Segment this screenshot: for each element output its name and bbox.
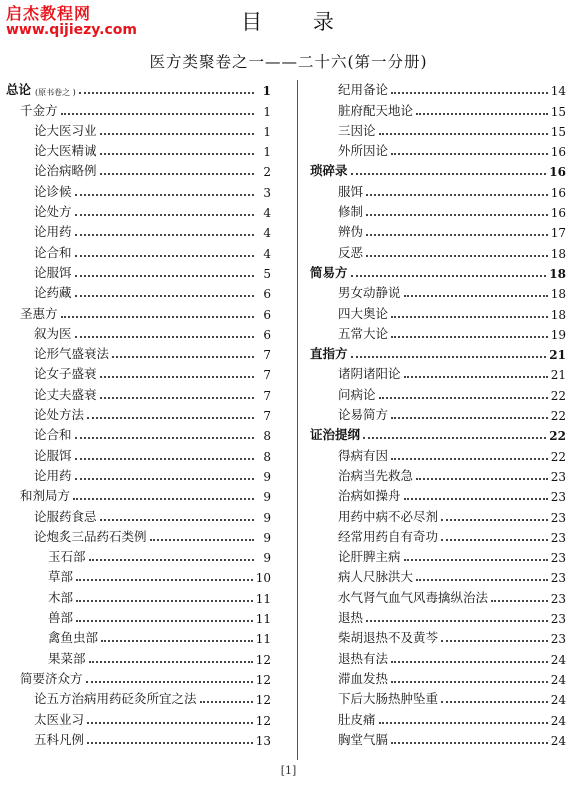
toc-entry xyxy=(6,606,271,626)
toc-entry-title: 问病论 xyxy=(338,386,376,402)
toc-entry-page: 16 xyxy=(550,206,566,221)
toc-entry xyxy=(6,301,271,321)
toc-entry-page: 9 xyxy=(263,530,271,545)
toc-entry xyxy=(6,220,271,240)
dot-leader xyxy=(100,375,254,378)
toc-entry-page: 24 xyxy=(550,652,566,667)
toc-entry-title: 圣惠方 xyxy=(20,305,58,321)
toc-entry-page: 16 xyxy=(550,145,566,160)
toc-entry-page: 1 xyxy=(263,145,271,160)
toc-entry-page: 23 xyxy=(550,571,566,586)
page-number: [1] xyxy=(280,764,297,777)
toc-entry-title: 修制 xyxy=(338,204,364,220)
dot-leader xyxy=(100,396,254,399)
toc-entry-page: 17 xyxy=(550,226,566,241)
subtitle: 医方类聚卷之一——二十六(第一分册) xyxy=(149,53,428,71)
toc-entry xyxy=(310,606,566,626)
toc-entry-title: 脏府配天地论 xyxy=(338,102,414,118)
toc-entry xyxy=(310,119,566,139)
toc-entry xyxy=(6,585,271,605)
toc-entry xyxy=(310,626,566,646)
toc-entry xyxy=(6,707,271,727)
toc-entry xyxy=(6,240,271,260)
toc-entry-title: 叙为医 xyxy=(34,325,72,341)
toc-entry-title: 论服饵 xyxy=(34,264,72,280)
toc-entry-page: 18 xyxy=(550,246,566,261)
toc-entry-page: 24 xyxy=(550,733,566,748)
dot-leader xyxy=(76,619,253,622)
dot-leader xyxy=(391,741,548,744)
dot-leader xyxy=(100,172,254,175)
toc-entry-title: 柴胡退热不及黄芩 xyxy=(338,630,439,646)
toc-entry xyxy=(310,403,566,423)
toc-entry-page: 7 xyxy=(263,368,271,383)
toc-entry-page: 8 xyxy=(263,429,271,444)
dot-leader xyxy=(200,700,253,703)
toc-entry xyxy=(310,159,566,179)
toc-entry xyxy=(310,322,566,342)
dot-leader xyxy=(351,274,547,277)
dot-leader xyxy=(112,355,254,358)
toc-entry xyxy=(310,545,566,565)
toc-entry xyxy=(6,98,271,118)
dot-leader xyxy=(73,497,254,500)
dot-leader xyxy=(76,578,253,581)
dot-leader xyxy=(404,375,548,378)
toc-entry xyxy=(310,707,566,727)
dot-leader xyxy=(416,477,548,480)
toc-entry-title: 论处方 xyxy=(34,204,72,220)
toc-entry-page: 12 xyxy=(255,652,271,667)
toc-entry-page: 3 xyxy=(263,185,271,200)
toc-entry-title: 经常用药自有奇功 xyxy=(338,528,439,544)
toc-entry-page: 9 xyxy=(263,469,271,484)
toc-entry-page: 4 xyxy=(263,206,271,221)
dot-leader xyxy=(366,233,548,236)
toc-entry-page: 23 xyxy=(550,551,566,566)
toc-entry-title: 三因论 xyxy=(338,122,376,138)
dot-leader xyxy=(441,518,548,521)
toc-entry-page: 22 xyxy=(550,409,566,424)
toc-entry xyxy=(310,443,566,463)
toc-entry-page: 4 xyxy=(263,226,271,241)
dot-leader xyxy=(75,274,254,277)
toc-entry-title: 太医业习 xyxy=(34,711,85,727)
toc-entry-page: 1 xyxy=(262,84,271,99)
dot-leader xyxy=(366,619,548,622)
toc-entry xyxy=(6,667,271,687)
toc-entry-page: 14 xyxy=(550,84,566,99)
toc-entry xyxy=(310,423,566,443)
toc-entry-title: 论药藏 xyxy=(34,285,72,301)
toc-entry xyxy=(6,423,271,443)
toc-entry-title: 外所因论 xyxy=(338,143,389,159)
toc-entry xyxy=(6,382,271,402)
toc-entry-page: 23 xyxy=(550,490,566,505)
toc-entry xyxy=(6,545,271,565)
toc-entry xyxy=(6,443,271,463)
toc-entry-page: 24 xyxy=(550,672,566,687)
toc-entry-title: 论合和 xyxy=(34,427,72,443)
toc-entry xyxy=(310,281,566,301)
toc-entry-page: 10 xyxy=(255,571,271,586)
toc-entry xyxy=(6,728,271,748)
dot-leader xyxy=(416,112,548,115)
toc-entry xyxy=(6,626,271,646)
toc-entry-title: 和剂局方 xyxy=(20,488,71,504)
dot-leader xyxy=(100,132,254,135)
toc-entry-page: 8 xyxy=(263,449,271,464)
toc-entry-title: 论诊候 xyxy=(34,183,72,199)
toc-entry-title: 论五方治病用药砭灸所宜之法 xyxy=(34,691,197,707)
dot-leader xyxy=(391,680,548,683)
toc-entry-title: 男女动静说 xyxy=(338,285,401,301)
toc-entry-title: 木部 xyxy=(48,589,74,605)
toc-entry xyxy=(6,139,271,159)
toc-entry xyxy=(6,78,271,98)
toc-entry xyxy=(6,261,271,281)
toc-entry-title: 病人尺脉洪大 xyxy=(338,569,414,585)
toc-entry xyxy=(310,565,566,585)
toc-entry-page: 12 xyxy=(255,713,271,728)
page-title: 目 录 xyxy=(241,10,356,34)
dot-leader xyxy=(366,254,548,257)
toc-entry xyxy=(310,240,566,260)
toc-entry xyxy=(6,403,271,423)
toc-entry-page: 11 xyxy=(255,612,271,627)
toc-entry-page: 6 xyxy=(263,287,271,302)
toc-entry xyxy=(6,646,271,666)
dot-leader xyxy=(79,91,254,94)
toc-entry-page: 21 xyxy=(550,368,566,383)
toc-entry-page: 23 xyxy=(550,530,566,545)
toc-entry-title: 论服药食忌 xyxy=(34,508,97,524)
toc-entry-page: 16 xyxy=(549,165,566,180)
toc-entry xyxy=(310,179,566,199)
toc-entry-page: 21 xyxy=(549,348,566,363)
toc-entry-title: 论炮炙三品药石类例 xyxy=(34,528,147,544)
toc-entry-title: 滞血发热 xyxy=(338,670,389,686)
toc-entry-title: 兽部 xyxy=(48,610,74,626)
dot-leader xyxy=(441,538,548,541)
toc-entry-title: 退热 xyxy=(338,610,364,626)
toc-left-column xyxy=(6,78,271,748)
dot-leader xyxy=(441,639,548,642)
toc-entry xyxy=(6,464,271,484)
dot-leader xyxy=(100,152,254,155)
toc-entry-page: 19 xyxy=(550,327,566,342)
toc-entry xyxy=(310,484,566,504)
toc-entry-title: 琐碎录 xyxy=(310,163,348,179)
dot-leader xyxy=(404,558,548,561)
dot-leader xyxy=(100,518,254,521)
toc-entry-page: 12 xyxy=(255,693,271,708)
toc-entry xyxy=(310,382,566,402)
toc-entry-page: 15 xyxy=(550,124,566,139)
toc-entry xyxy=(6,119,271,139)
toc-entry-title: 五常大论 xyxy=(338,325,389,341)
dot-leader xyxy=(351,355,547,358)
toc-entry xyxy=(6,687,271,707)
toc-entry-page: 18 xyxy=(550,307,566,322)
dot-leader xyxy=(101,639,253,642)
toc-entry-title: 千金方 xyxy=(20,102,58,118)
toc-entry-title: 五科凡例 xyxy=(34,731,85,747)
dot-leader xyxy=(391,315,548,318)
toc-entry-title: 论女子盛衰 xyxy=(34,366,97,382)
toc-entry xyxy=(310,362,566,382)
toc-entry xyxy=(6,200,271,220)
toc-entry-title: 肚皮痛 xyxy=(338,711,376,727)
toc-entry-page: 15 xyxy=(550,104,566,119)
dot-leader xyxy=(87,416,254,419)
dot-leader xyxy=(391,335,548,338)
toc-entry-title: 治病如操舟 xyxy=(338,488,401,504)
toc-entry xyxy=(6,525,271,545)
dot-leader xyxy=(75,213,254,216)
toc-entry-title: 诸阴诸阳论 xyxy=(338,366,401,382)
toc-entry xyxy=(310,301,566,321)
toc-entry-title: 论大医习业 xyxy=(34,122,97,138)
toc-entry-title: 四大奥论 xyxy=(338,305,389,321)
toc-entry-page: 7 xyxy=(263,348,271,363)
toc-entry-title: 胸堂气膈 xyxy=(338,731,389,747)
toc-entry-title: 果菜部 xyxy=(48,650,86,666)
toc-entry-title: 服饵 xyxy=(338,183,364,199)
toc-entry xyxy=(6,179,271,199)
toc-entry-title: 纪用备论 xyxy=(338,82,389,98)
toc-entry-page: 5 xyxy=(263,266,271,281)
toc-entry-page: 7 xyxy=(263,409,271,424)
toc-entry xyxy=(6,362,271,382)
toc-entry-title: 用药中病不必尽剂 xyxy=(338,508,439,524)
toc-entry xyxy=(6,159,271,179)
dot-leader xyxy=(391,91,548,94)
toc-entry-title: 水气肾气血气风毒擒纵治法 xyxy=(338,589,489,605)
dot-leader xyxy=(87,741,253,744)
toc-entry xyxy=(310,139,566,159)
dot-leader xyxy=(75,294,254,297)
toc-entry xyxy=(310,667,566,687)
toc-entry xyxy=(310,504,566,524)
dot-leader xyxy=(404,497,548,500)
toc-entry xyxy=(310,98,566,118)
toc-entry-page: 23 xyxy=(550,632,566,647)
dot-leader xyxy=(89,660,253,663)
toc-entry-page: 24 xyxy=(550,693,566,708)
dot-leader xyxy=(363,436,546,439)
toc-entry-title: 退热有法 xyxy=(338,650,389,666)
toc-entry-title: 论用药 xyxy=(34,224,72,240)
toc-entry-page: 23 xyxy=(550,469,566,484)
toc-entry-page: 13 xyxy=(255,733,271,748)
toc-entry xyxy=(6,322,271,342)
dot-leader xyxy=(61,112,254,115)
toc-entry xyxy=(310,464,566,484)
dot-leader xyxy=(75,254,254,257)
toc-entry-title: 得病有因 xyxy=(338,447,389,463)
toc-entry-page: 18 xyxy=(550,287,566,302)
toc-entry-title: 下后大肠热肿坠重 xyxy=(338,691,439,707)
toc-entry-page: 1 xyxy=(263,104,271,119)
toc-entry-page: 9 xyxy=(263,551,271,566)
toc-entry-title: 证治提纲 xyxy=(310,427,361,443)
toc-entry-title: 论易简方 xyxy=(338,407,389,423)
toc-entry-title: 辨伪 xyxy=(338,224,364,240)
dot-leader xyxy=(75,335,254,338)
toc-entry-title: 草部 xyxy=(48,569,74,585)
toc-entry-page: 1 xyxy=(263,124,271,139)
toc-entry-title: 论合和 xyxy=(34,244,72,260)
dot-leader xyxy=(75,193,254,196)
toc-entry xyxy=(310,261,566,281)
toc-entry-page: 7 xyxy=(263,388,271,403)
toc-entry xyxy=(6,281,271,301)
toc-entry-page: 11 xyxy=(255,591,271,606)
toc-entry xyxy=(310,342,566,362)
toc-entry-title: 治病当先救急 xyxy=(338,467,414,483)
dot-leader xyxy=(379,132,548,135)
dot-leader xyxy=(89,558,254,561)
toc-entry-title: 论用药 xyxy=(34,467,72,483)
dot-leader xyxy=(491,599,548,602)
toc-entry xyxy=(6,504,271,524)
toc-entry-page: 12 xyxy=(255,672,271,687)
dot-leader xyxy=(75,233,254,236)
toc-entry xyxy=(310,687,566,707)
toc-entry xyxy=(310,200,566,220)
toc-entry-page: 2 xyxy=(263,165,271,180)
toc-entry-page: 6 xyxy=(263,327,271,342)
dot-leader xyxy=(391,416,548,419)
toc-entry-title: 反恶 xyxy=(338,244,364,260)
toc-entry-page: 23 xyxy=(550,612,566,627)
toc-entry xyxy=(310,525,566,545)
dot-leader xyxy=(86,680,253,683)
dot-leader xyxy=(76,599,253,602)
toc-entry-title: 论服饵 xyxy=(34,447,72,463)
dot-leader xyxy=(366,193,548,196)
toc-entry xyxy=(310,646,566,666)
toc-entry-page: 6 xyxy=(263,307,271,322)
toc-entry-page: 23 xyxy=(550,591,566,606)
dot-leader xyxy=(61,315,254,318)
toc-entry-title: 论肝脾主病 xyxy=(338,549,401,565)
toc-entry-title: 禽鱼虫部 xyxy=(48,630,99,646)
dot-leader xyxy=(75,477,254,480)
dot-leader xyxy=(75,436,254,439)
toc-entry-page: 22 xyxy=(550,449,566,464)
watermark-url: www.qijiezy.com xyxy=(6,21,137,38)
toc-right-column xyxy=(310,78,566,748)
dot-leader xyxy=(366,213,548,216)
dot-leader xyxy=(75,457,254,460)
dot-leader xyxy=(379,396,548,399)
toc-entry-page: 24 xyxy=(550,713,566,728)
toc-entry-title: 简易方 xyxy=(310,264,348,280)
dot-leader xyxy=(391,457,548,460)
toc-entry xyxy=(310,78,566,98)
toc-entry-title: 直指方 xyxy=(310,346,348,362)
toc-entry-page: 22 xyxy=(549,429,566,444)
dot-leader xyxy=(351,172,547,175)
dot-leader xyxy=(150,538,254,541)
toc-entry xyxy=(6,342,271,362)
toc-entry-title: 论治病略例 xyxy=(34,163,97,179)
toc-entry-page: 9 xyxy=(263,490,271,505)
toc-entry xyxy=(310,728,566,748)
toc-entry-page: 23 xyxy=(550,510,566,525)
toc-entry xyxy=(6,484,271,504)
dot-leader xyxy=(87,721,253,724)
dot-leader xyxy=(416,578,548,581)
toc-entry-page: 4 xyxy=(263,246,271,261)
dot-leader xyxy=(404,294,548,297)
dot-leader xyxy=(391,152,548,155)
dot-leader xyxy=(391,660,548,663)
toc-entry xyxy=(6,565,271,585)
toc-entry-note: (原书卷之 ) xyxy=(35,88,76,98)
toc-entry-title: 论形气盛衰法 xyxy=(34,346,110,362)
toc-entry-title: 简要济众方 xyxy=(20,670,83,686)
dot-leader xyxy=(379,721,548,724)
dot-leader xyxy=(441,700,548,703)
toc-entry-title: 论处方法 xyxy=(34,407,85,423)
toc-entry-page: 9 xyxy=(263,510,271,525)
toc-entry-title: 论大医精诚 xyxy=(34,143,97,159)
toc-entry-title: 论丈夫盛衰 xyxy=(34,386,97,402)
toc-entry xyxy=(310,585,566,605)
toc-entry-page: 16 xyxy=(550,185,566,200)
toc-entry-title: 玉石部 xyxy=(48,549,86,565)
toc-entry-title: 总论 xyxy=(6,82,32,98)
toc-entry-page: 11 xyxy=(255,632,271,647)
toc-entry-page: 22 xyxy=(550,388,566,403)
watermark-title: 启杰教程网 xyxy=(6,4,92,23)
toc-entry-page: 18 xyxy=(549,266,566,281)
toc-entry xyxy=(310,220,566,240)
